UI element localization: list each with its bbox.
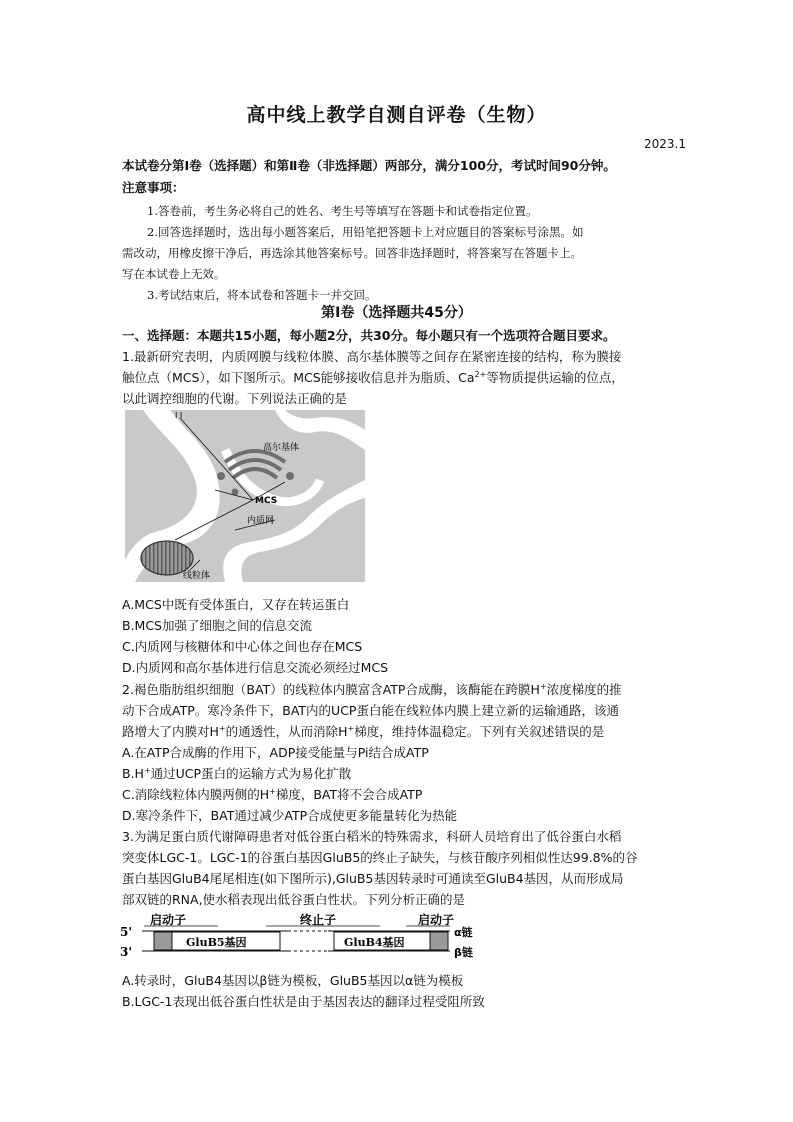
page-title: 高中线上教学自测自评卷（生物） xyxy=(246,104,547,126)
q3-stem-line-1: 3.为满足蛋白质代谢障碍患者对低谷蛋白稻米的特殊需求，科研人员培育出了低谷蛋白水稻 xyxy=(122,829,622,844)
q1-option-d: D.内质网和高尔基体进行信息交流必须经过MCS xyxy=(122,660,389,675)
q3-option-a: A.转录时，GluB4基因以β链为模板，GluB5基因以α链为模板 xyxy=(122,973,464,988)
section-1-title: 第Ⅰ卷（选择题共45分） xyxy=(321,305,472,321)
golgi-label: 高尔基体 xyxy=(263,443,300,453)
promoter-label-2: 启动子 xyxy=(418,913,455,927)
mito-label: 线粒体 xyxy=(183,571,211,581)
notice-2c: 写在本试卷上无效。 xyxy=(122,267,226,281)
glub5-gene-label: GluB5基因 xyxy=(186,936,247,949)
notice-3: 3.考试结束后，将本试卷和答题卡一并交回。 xyxy=(147,288,377,302)
notice-heading: 注意事项： xyxy=(122,180,185,195)
q1-option-b: B.MCS加强了细胞之间的信息交流 xyxy=(122,618,312,633)
q3-option-b: B.LGC-1表现出低谷蛋白性状是由于基因表达的翻译过程受阻所致 xyxy=(122,994,485,1009)
q2-option-c: C.消除线粒体内膜两侧的H+梯度，BAT将不会合成ATP xyxy=(122,786,423,802)
three-prime-label: 3' xyxy=(120,945,133,959)
mcs-cell-figure xyxy=(125,410,365,582)
svg-text:I I: I I xyxy=(175,411,183,420)
promoter-label-1: 启动子 xyxy=(150,913,187,927)
notice-1: 1.答卷前，考生务必将自己的姓名、考生号等填写在答题卡和试卷指定位置。 xyxy=(147,204,538,218)
q2-stem-line-1: 2.褐色脂肪组织细胞（BAT）的线粒体内膜富含ATP合成酶，该酶能在跨膜H+浓度梯度的推 xyxy=(122,681,622,697)
q1-stem-line-1: 1.最新研究表明，内质网膜与线粒体膜、高尔基体膜等之间存在紧密连接的结构，称为膜接 xyxy=(122,349,622,364)
terminator-label: 终止子 xyxy=(300,913,337,927)
exam-date: 2023.1 xyxy=(644,137,686,151)
notice-2a: 2.回答选择题时，选出每小题答案后，用铅笔把答题卡上对应题目的答案标号涂黑。如 xyxy=(147,225,584,239)
q1-option-a: A.MCS中既有受体蛋白，又存在转运蛋白 xyxy=(122,597,350,612)
q3-stem-line-4: 部双链的RNA,使水稻表现出低谷蛋白性状。下列分析正确的是 xyxy=(122,892,466,907)
q1-stem-line-3: 以此调控细胞的代谢。下列说法正确的是 xyxy=(122,391,348,406)
er-label: 内质网 xyxy=(247,516,275,526)
gene-structure-figure xyxy=(120,912,500,962)
alpha-strand-label: α链 xyxy=(454,926,473,939)
q2-stem-line-3: 路增大了内膜对H+的通透性，从而消除H+梯度，维持体温稳定。下列有关叙述错误的是 xyxy=(122,723,605,739)
mcs-label: MCS xyxy=(255,496,278,506)
q1-stem-line-2: 触位点（MCS），如下图所示。MCS能够接收信息并为脂质、$Ca^{2+}$等物质提供运输的位点， xyxy=(122,369,624,385)
intro-text: 本试卷分第Ⅰ卷（选择题）和第Ⅱ卷（非选择题）两部分，满分100分，考试时间90分钟。 xyxy=(122,158,616,173)
notice-2b: 需改动，用橡皮擦干净后，再选涂其他答案标号。回答非选择题时，将答案写在答题卡上。 xyxy=(122,246,582,260)
q2-option-b: B.H+通过UCP蛋白的运输方式为易化扩散 xyxy=(122,765,352,781)
q2-option-a: A.在ATP合成酶的作用下，ADP接受能量与Pi结合成ATP xyxy=(122,745,429,760)
mitochondrion xyxy=(141,541,193,575)
q3-stem-line-3: 蛋白基因GluB4尾尾相连(如下图所示),GluB5基因转录时可通读至GluB4基因，从而形成局 xyxy=(122,871,624,886)
five-prime-label: 5' xyxy=(120,925,133,939)
q2-stem-line-2: 动下合成ATP。寒冷条件下，BAT内的UCP蛋白能在线粒体内膜上建立新的运输通路，该通 xyxy=(122,703,619,718)
q3-stem-line-2: 突变体LGC-1。LGC-1的谷蛋白基因GluB5的终止子缺失，与核苷酸序列相似性达99.8%的谷 xyxy=(122,850,638,865)
q1-option-c: C.内质网与核糖体和中心体之间也存在MCS xyxy=(122,639,363,654)
glub4-gene-label: GluB4基因 xyxy=(344,936,405,949)
q2-option-d: D.寒冷条件下，BAT通过减少ATP合成使更多能量转化为热能 xyxy=(122,808,458,823)
beta-strand-label: β链 xyxy=(454,946,473,959)
promoter-box-1 xyxy=(154,932,172,950)
promoter-box-2 xyxy=(430,932,448,950)
part-1-heading: 一、选择题：本题共15小题，每小题2分，共30分。每小题只有一个选项符合题目要求。 xyxy=(122,328,616,343)
